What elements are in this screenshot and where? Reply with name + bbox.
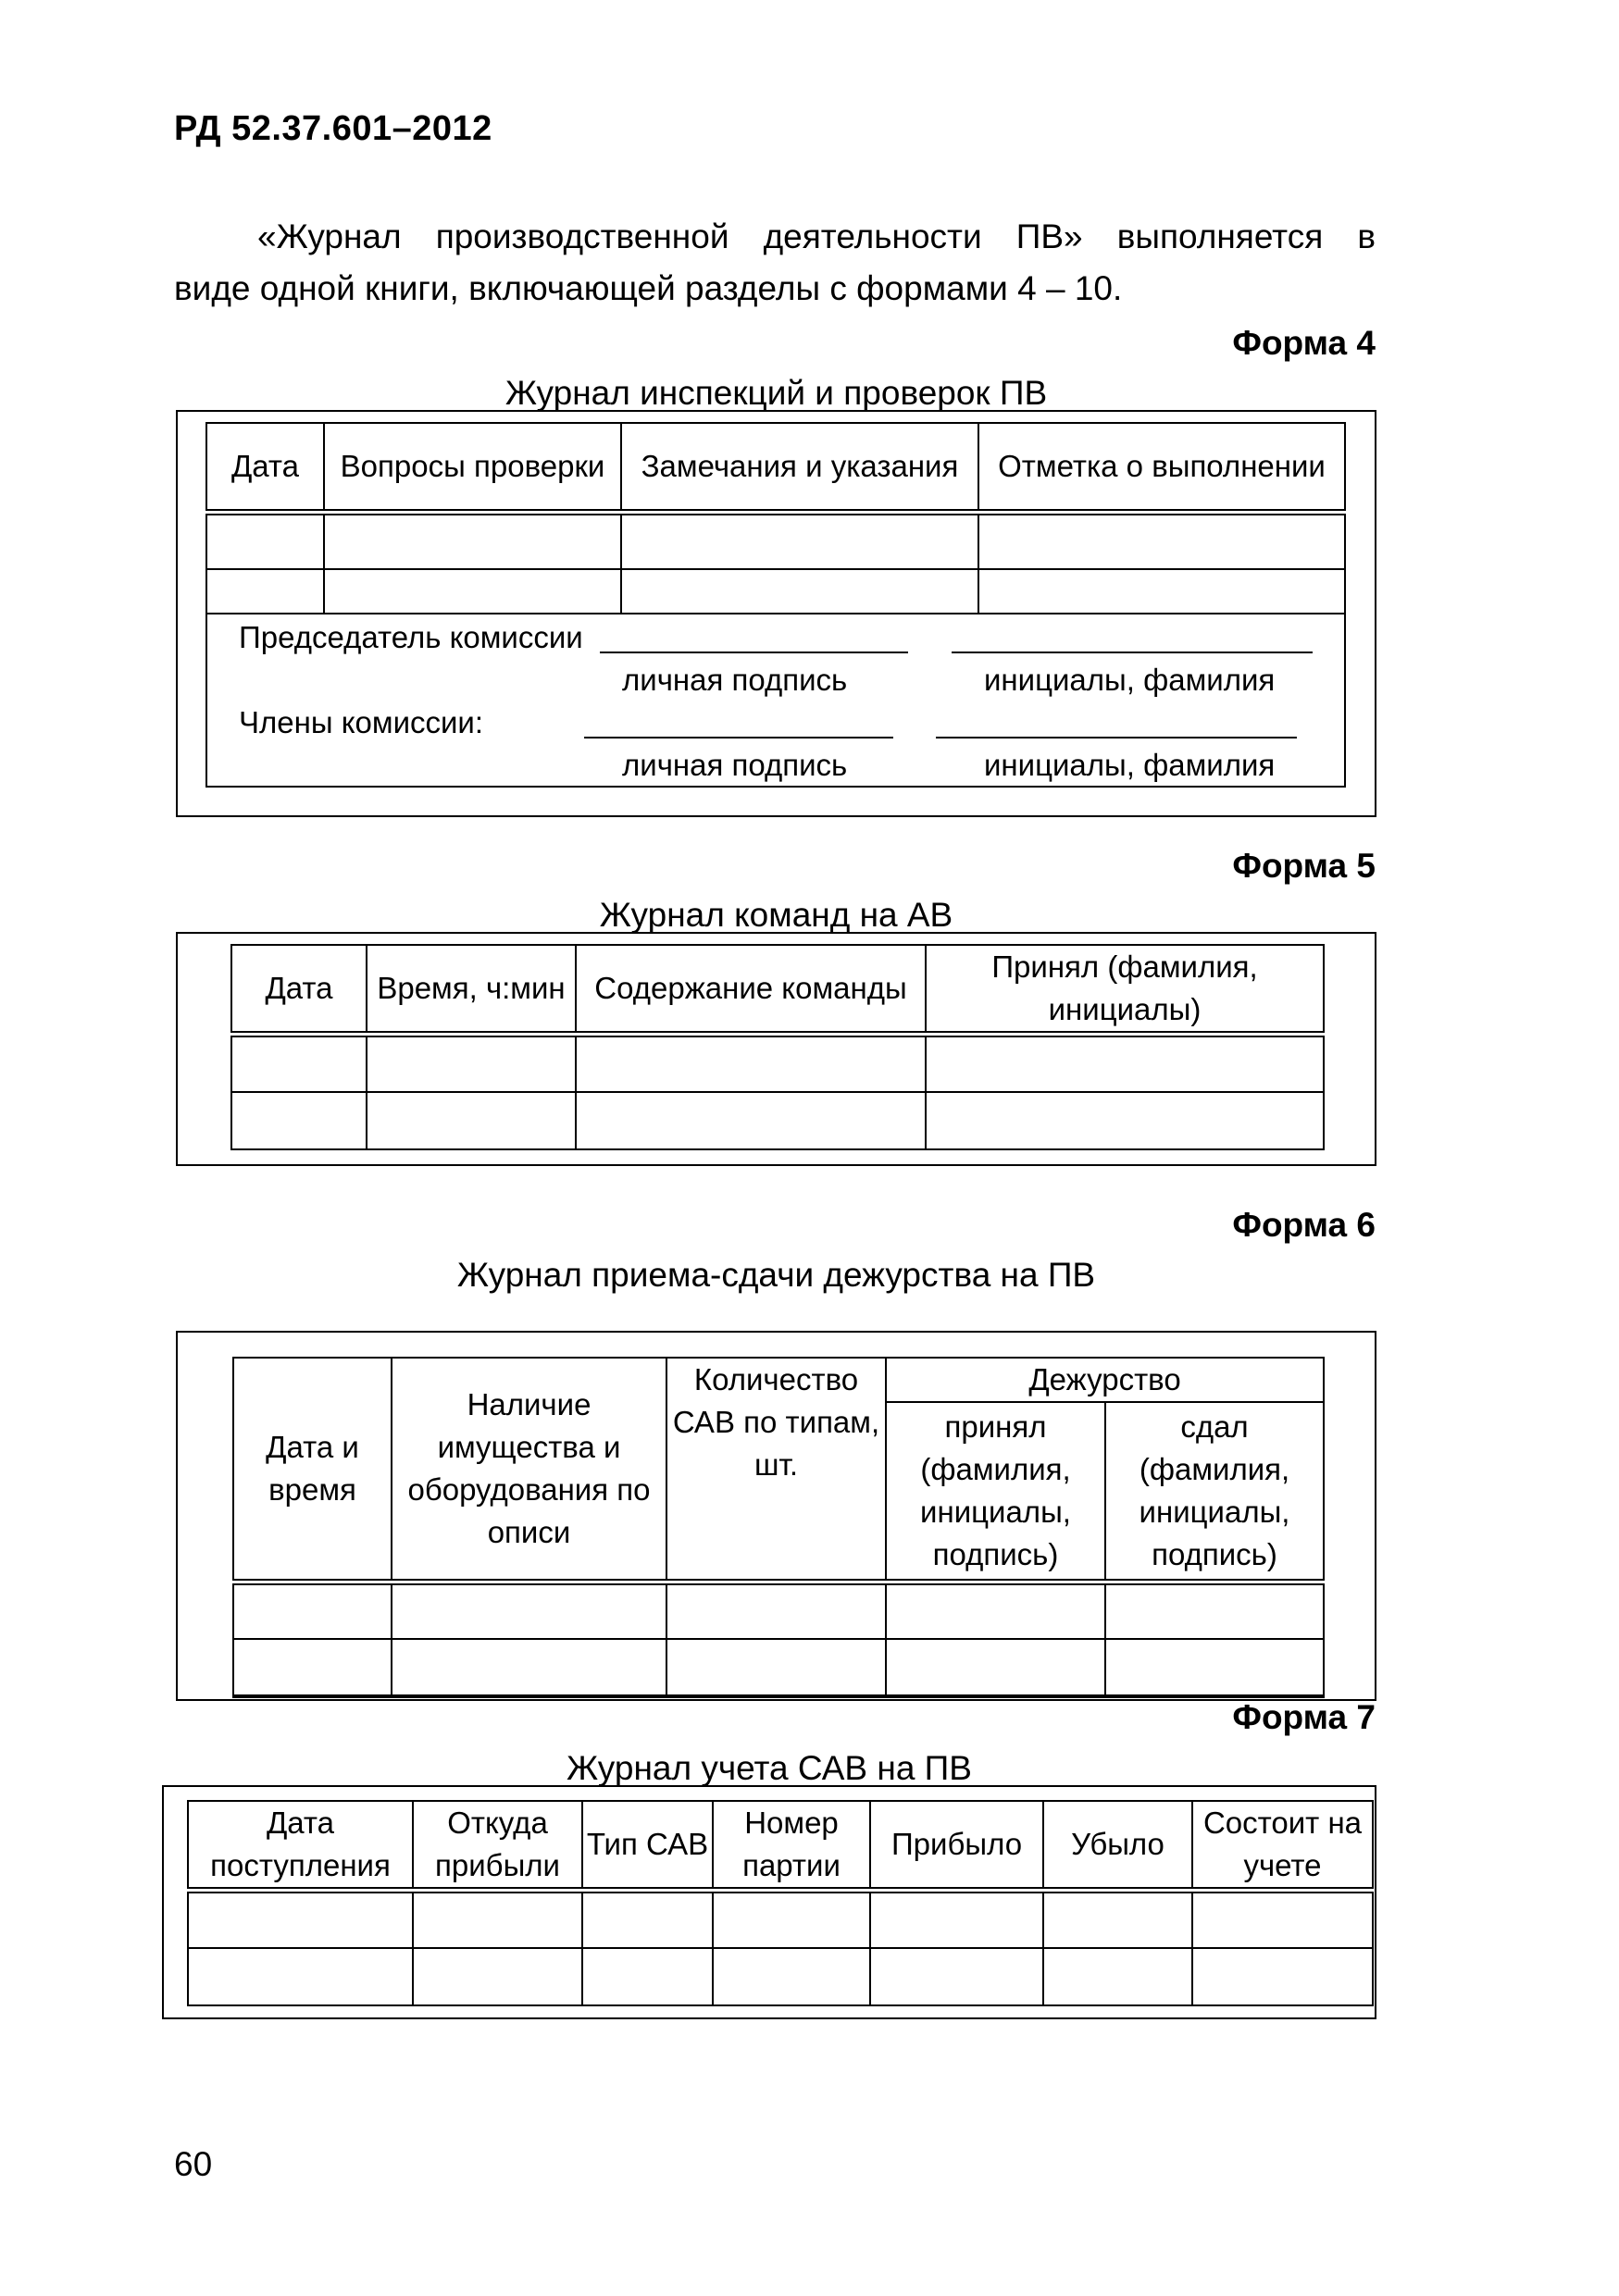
table-cell[interactable] — [413, 1948, 582, 2005]
table-cell[interactable] — [886, 1582, 1105, 1639]
form6-title: Журнал приема-сдачи дежурства на ПВ — [456, 1256, 1096, 1294]
form5-table — [230, 944, 1325, 1150]
form5-header-date: Дата — [231, 945, 367, 1035]
form5-header-received: Принял (фамилия, инициалы) — [926, 945, 1324, 1035]
table-row — [233, 1582, 1324, 1639]
table-cell[interactable] — [1043, 1891, 1192, 1948]
table-cell[interactable] — [324, 512, 621, 569]
form7-label: Форма 7 — [1232, 1698, 1376, 1736]
table-cell[interactable] — [666, 1639, 886, 1696]
members-signature-caption: личная подпись — [622, 748, 848, 782]
chairman-name-line[interactable] — [952, 652, 1313, 653]
form7-header-origin: Откуда прибыли — [413, 1801, 582, 1891]
table-row — [206, 512, 1345, 569]
table-cell[interactable] — [367, 1092, 576, 1149]
form7-header-batch: Номер партии — [713, 1801, 870, 1891]
form4-header-remarks: Замечания и указания — [621, 423, 978, 512]
table-cell[interactable] — [576, 1092, 926, 1149]
table-cell[interactable] — [582, 1891, 713, 1948]
form4-title: Журнал инспекций и проверок ПВ — [504, 374, 1048, 412]
form6-header-property: Наличие имущества и оборудования по описи — [392, 1358, 666, 1582]
table-cell[interactable] — [1043, 1948, 1192, 2005]
form4-header-date: Дата — [206, 423, 324, 512]
chairman-signature-caption: личная подпись — [622, 663, 848, 697]
members-label: Члены комиссии: — [239, 705, 484, 739]
table-cell[interactable] — [1192, 1891, 1373, 1948]
table-cell[interactable] — [713, 1948, 870, 2005]
form5-header-command: Содержание команды — [576, 945, 926, 1035]
form7-header-type: Тип САВ — [582, 1801, 713, 1891]
page-number: 60 — [174, 2145, 213, 2183]
form6-table — [232, 1357, 1325, 1698]
form4-header-completion: Отметка о выполнении — [978, 423, 1345, 512]
document-code: РД 52.37.601–2012 — [174, 109, 492, 148]
table-cell[interactable] — [926, 1092, 1324, 1149]
table-row — [231, 1092, 1324, 1149]
table-cell[interactable] — [621, 569, 978, 614]
table-cell[interactable] — [1105, 1582, 1324, 1639]
form5-label: Форма 5 — [1232, 847, 1376, 885]
table-cell[interactable] — [231, 1092, 367, 1149]
table-row — [188, 1948, 1373, 2005]
table-row — [231, 1035, 1324, 1092]
table-cell[interactable] — [926, 1035, 1324, 1092]
members-name-line[interactable] — [936, 737, 1297, 738]
table-cell[interactable] — [713, 1891, 870, 1948]
intro-paragraph — [174, 211, 1376, 315]
form4-header-questions: Вопросы проверки — [324, 423, 621, 512]
members-name-caption: инициалы, фамилия — [984, 748, 1276, 782]
table-cell[interactable] — [621, 512, 978, 569]
form5-header-time: Время, ч:мин — [367, 945, 576, 1035]
table-cell[interactable] — [413, 1891, 582, 1948]
chairman-signature-line[interactable] — [600, 652, 908, 653]
table-cell[interactable] — [870, 1948, 1043, 2005]
form6-header-handed: сдал (фамилия, инициалы, подпись) — [1105, 1402, 1324, 1582]
table-cell[interactable] — [206, 569, 324, 614]
table-cell[interactable] — [666, 1582, 886, 1639]
form7-header-arrival-date: Дата поступления — [188, 1801, 413, 1891]
form6-header-duty: Дежурство — [886, 1358, 1324, 1402]
table-cell[interactable] — [233, 1639, 392, 1696]
form7-title: Журнал учета САВ на ПВ — [567, 1749, 972, 1787]
form6-label: Форма 6 — [1232, 1206, 1376, 1244]
form7-table — [187, 1800, 1374, 2006]
table-cell[interactable] — [576, 1035, 926, 1092]
table-cell[interactable] — [886, 1639, 1105, 1696]
table-cell[interactable] — [231, 1035, 367, 1092]
table-cell[interactable] — [978, 569, 1345, 614]
table-cell[interactable] — [392, 1582, 666, 1639]
table-cell[interactable] — [188, 1948, 413, 2005]
table-cell[interactable] — [233, 1582, 392, 1639]
table-cell[interactable] — [582, 1948, 713, 2005]
form7-header-arrived: Прибыло — [870, 1801, 1043, 1891]
table-cell[interactable] — [392, 1639, 666, 1696]
table-cell[interactable] — [324, 569, 621, 614]
form7-header-registered: Состоит на учете — [1192, 1801, 1373, 1891]
table-cell[interactable] — [367, 1035, 576, 1092]
table-row — [233, 1639, 1324, 1696]
table-row — [188, 1891, 1373, 1948]
form7-header-departed: Убыло — [1043, 1801, 1192, 1891]
intro-line-1: «Журнал производственной деятельности ПВ» выполняется в — [257, 217, 1376, 255]
table-cell[interactable] — [188, 1891, 413, 1948]
table-cell[interactable] — [870, 1891, 1043, 1948]
form5-title: Журнал команд на АВ — [599, 896, 953, 934]
form4-label: Форма 4 — [1232, 324, 1376, 362]
intro-line-2: виде одной книги, включающей разделы с формами 4 – 10. — [174, 269, 1123, 307]
form6-header-date-time: Дата и время — [233, 1358, 392, 1582]
form6-header-quantity: Количество САВ по типам, шт. — [666, 1358, 886, 1582]
chairman-label: Председатель комиссии — [239, 620, 583, 654]
table-cell[interactable] — [1105, 1639, 1324, 1696]
table-cell[interactable] — [978, 512, 1345, 569]
members-signature-line[interactable] — [584, 737, 893, 738]
table-cell[interactable] — [206, 512, 324, 569]
form6-header-accepted: принял (фамилия, инициалы, подпись) — [886, 1402, 1105, 1582]
table-row — [206, 569, 1345, 614]
table-cell[interactable] — [1192, 1948, 1373, 2005]
chairman-name-caption: инициалы, фамилия — [984, 663, 1276, 697]
